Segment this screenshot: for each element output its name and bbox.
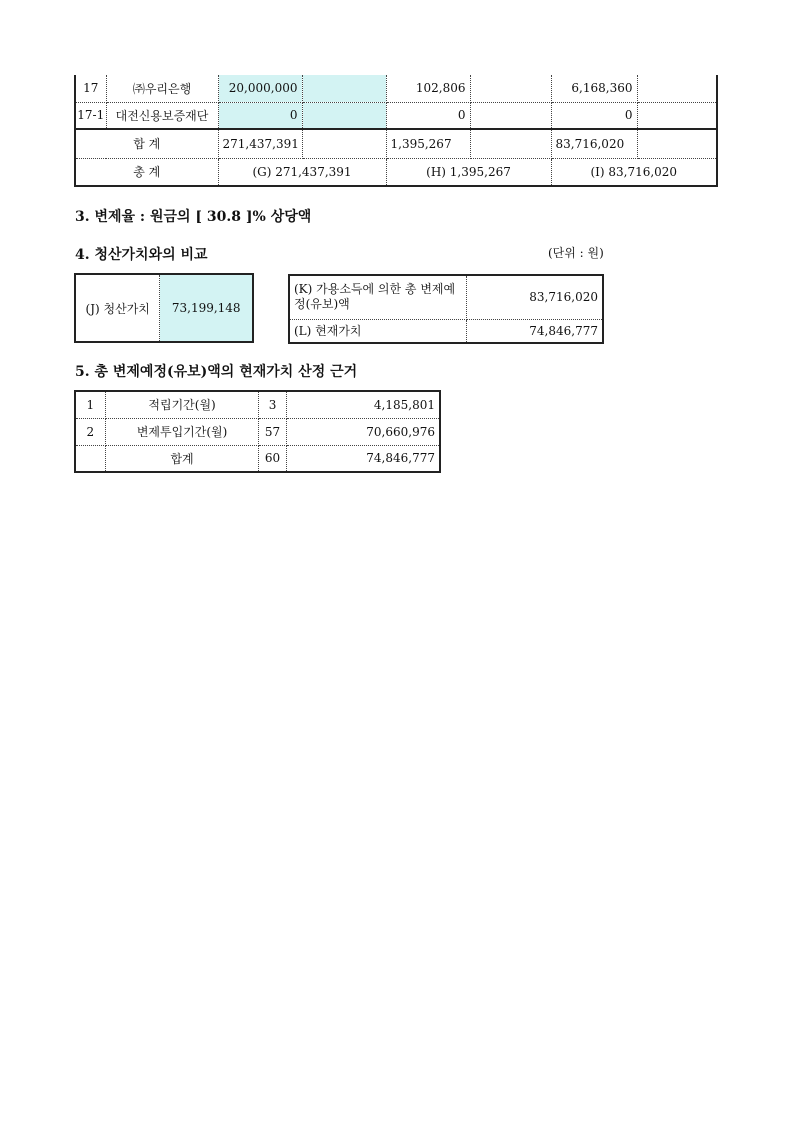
total-amount: 6,168,360: [551, 75, 637, 102]
grand-total-label: 총 계: [75, 158, 218, 186]
sum-principal: 271,437,391: [218, 129, 302, 158]
empty-cell: [470, 129, 551, 158]
row-number: 17-1: [75, 102, 106, 129]
repayment-rate-heading: 3. 변제율 : 원금의 [ 30.8 ]% 상당액: [75, 209, 312, 225]
row-number: 1: [75, 391, 105, 418]
row-number: [75, 445, 105, 472]
monthly-amount: 0: [386, 102, 470, 129]
sum-months: 60: [259, 445, 286, 472]
table-row: [75, 75, 717, 102]
period-label: 적립기간(월): [105, 391, 259, 418]
liquidation-comparison-heading: 4. 청산가치와의 비교: [75, 247, 208, 263]
empty-cell: [302, 75, 386, 102]
empty-cell: [470, 102, 551, 129]
liquidation-value: 73,199,148: [160, 274, 253, 342]
total-repayment-label: (K) 가용소득에 의한 총 변제예정(유보)액: [289, 275, 466, 319]
table-row: [289, 275, 603, 319]
sum-label: 합 계: [75, 129, 218, 158]
present-value-basis-table: [74, 390, 441, 473]
table-row: [75, 274, 253, 342]
monthly-amount: 102,806: [386, 75, 470, 102]
empty-cell: [637, 129, 717, 158]
present-value-value: 74,846,777: [529, 323, 598, 338]
amount: 70,660,976: [286, 418, 440, 445]
creditor-name: ㈜우리은행: [106, 75, 218, 102]
sum-amount: 74,846,777: [366, 451, 435, 466]
period-label: 변제투입기간(월): [105, 418, 259, 445]
principal-amount: 0: [218, 102, 302, 129]
table-row: [75, 102, 717, 129]
creditor-name: 대전신용보증재단: [106, 102, 218, 129]
table-row: [289, 319, 603, 343]
unit-label: (단위 : 원): [548, 246, 604, 260]
sum-label: 합계: [105, 445, 259, 472]
amount: 4,185,801: [286, 391, 440, 418]
grand-total-g: (G) 271,437,391: [218, 158, 386, 186]
row-number: 17: [75, 75, 106, 102]
row-number: 2: [75, 418, 105, 445]
grand-total-i: (I) 83,716,020: [590, 164, 678, 179]
months: 3: [259, 391, 286, 418]
liquidation-value-label: (J) 청산가치: [75, 274, 160, 342]
empty-cell: [637, 75, 717, 102]
grand-total-row: [75, 158, 717, 186]
repayment-comparison-table: [288, 274, 604, 344]
sum-row: [75, 129, 717, 158]
empty-cell: [470, 75, 551, 102]
total-amount: 0: [551, 102, 637, 129]
total-repayment-value: 83,716,020: [466, 275, 603, 319]
sum-row: [75, 445, 440, 472]
sum-monthly: 1,395,267: [386, 129, 470, 158]
empty-cell: [637, 102, 717, 129]
repayment-table: [74, 75, 718, 187]
present-value-label: (L) 현재가치: [289, 319, 466, 343]
table-row: [75, 418, 440, 445]
liquidation-value-table: [74, 273, 254, 343]
sum-total: 83,716,020: [551, 129, 637, 158]
empty-cell: [302, 129, 386, 158]
principal-amount: 20,000,000: [218, 75, 302, 102]
empty-cell: [302, 102, 386, 129]
grand-total-h: (H) 1,395,267: [386, 158, 551, 186]
months: 57: [259, 418, 286, 445]
table-row: [75, 391, 440, 418]
present-value-basis-heading: 5. 총 변제예정(유보)액의 현재가치 산정 근거: [75, 364, 358, 380]
